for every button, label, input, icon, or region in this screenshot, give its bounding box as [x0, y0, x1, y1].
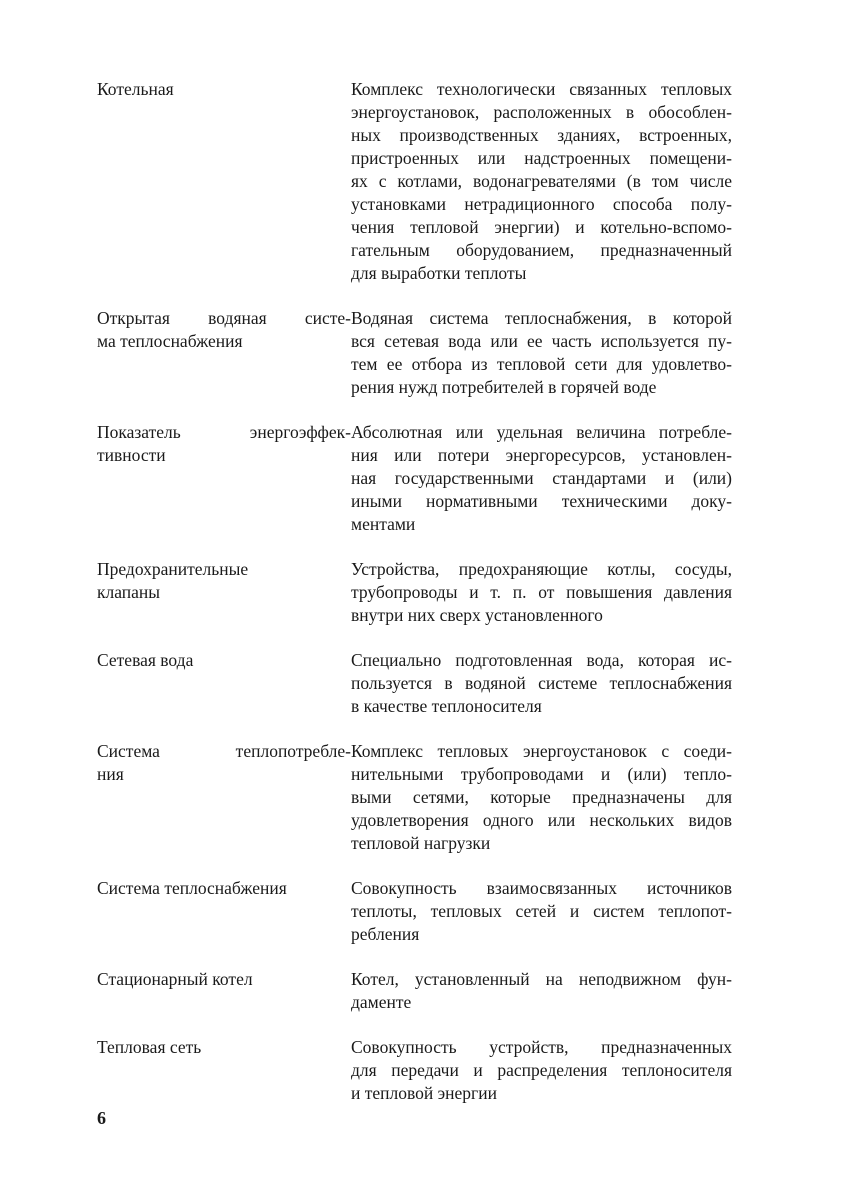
definition-line: внутри них сверх установленного [351, 605, 603, 625]
definition-line: Устройства, предохраняющие котлы, сосуды, [351, 559, 732, 579]
term-line: Показатель энергоэффек- [97, 422, 351, 442]
definition-line: и тепловой энергии [351, 1083, 497, 1103]
definition-line: Комплекс тепловых энергоустановок с соеди- [351, 741, 732, 761]
definition-line: ная государственными стандартами и (или) [351, 468, 732, 488]
definition-line: иными нормативными техническими доку- [351, 491, 732, 511]
term-line: тивности [97, 445, 166, 465]
glossary-definition [351, 968, 732, 1014]
glossary-entry [97, 740, 733, 855]
glossary-definition [351, 1036, 732, 1105]
glossary-term [97, 558, 351, 604]
glossary-definition [351, 78, 732, 285]
glossary-definition [351, 307, 732, 399]
glossary-term [97, 968, 351, 991]
glossary-entry [97, 968, 733, 1014]
glossary-definition [351, 558, 732, 627]
definition-line: трубопроводы и т. п. от повышения давления [351, 582, 732, 602]
definition-line: Абсолютная или удельная величина потребле- [351, 422, 732, 442]
definition-line: установками нетрадиционного способа полу- [351, 194, 732, 214]
glossary-term [97, 877, 351, 900]
glossary-definition [351, 740, 732, 855]
definition-line: Комплекс технологически связанных тепловых [351, 79, 732, 99]
term-line: ма теплоснабжения [97, 331, 243, 351]
definition-line: выми сетями, которые предназначены для [351, 787, 732, 807]
definition-line: Котел, установленный на неподвижном фун- [351, 969, 732, 989]
term-line: Предохранительные [97, 559, 249, 579]
term-line: ния [97, 764, 124, 784]
definition-line: нительными трубопроводами и (или) тепло- [351, 764, 732, 784]
definition-line: тепловой нагрузки [351, 833, 491, 853]
glossary-entry [97, 78, 733, 285]
definition-line: ных производственных зданиях, встроенных, [351, 125, 732, 145]
glossary-definition [351, 877, 732, 946]
definition-line: Совокупность взаимосвязанных источников [351, 878, 732, 898]
term-line: Сетевая вода [97, 650, 194, 670]
definition-line: тем ее отбора из тепловой сети для удовлетво- [351, 354, 732, 374]
term-line: Тепловая сеть [97, 1037, 202, 1057]
definition-line: ребления [351, 924, 420, 944]
definition-line: ментами [351, 514, 416, 534]
term-line: Открытая водяная систе- [97, 308, 351, 328]
definition-line: гательным оборудованием, предназначенный [351, 240, 732, 260]
definition-line: в качестве теплоносителя [351, 696, 542, 716]
term-line: Котельная [97, 79, 174, 99]
definition-line: удовлетворения одного или нескольких видов [351, 810, 732, 830]
glossary-term [97, 78, 351, 101]
definition-line: ния или потери энергоресурсов, установлен- [351, 445, 732, 465]
glossary-term [97, 421, 351, 467]
glossary-term [97, 649, 351, 672]
glossary-entry [97, 307, 733, 399]
glossary-entry [97, 1036, 733, 1105]
glossary-entry [97, 421, 733, 536]
page-number: 6 [97, 1108, 106, 1128]
glossary-term [97, 740, 351, 786]
definition-line: рения нужд потребителей в горячей воде [351, 377, 657, 397]
definition-line: пристроенных или надстроенных помещени- [351, 148, 732, 168]
glossary-definition [351, 649, 732, 718]
term-line: клапаны [97, 582, 161, 602]
glossary-term [97, 307, 351, 353]
glossary-entry [97, 558, 733, 627]
definition-line: для выработки теплоты [351, 263, 527, 283]
term-line: Стационарный котел [97, 969, 253, 989]
glossary-entry [97, 649, 733, 718]
glossary-definition [351, 421, 732, 536]
definition-line: Водяная система теплоснабжения, в которой [351, 308, 732, 328]
definition-line: ях с котлами, водонагревателями (в том числе [351, 171, 732, 191]
glossary-entry [97, 877, 733, 946]
definition-line: Совокупность устройств, предназначенных [351, 1037, 732, 1057]
definition-line: Специально подготовленная вода, которая ис- [351, 650, 732, 670]
definition-line: вся сетевая вода или ее часть используется пу- [351, 331, 732, 351]
term-line: Система теплоснабжения [97, 878, 287, 898]
definition-line: даменте [351, 992, 412, 1012]
term-line: Система теплопотребле- [97, 741, 351, 761]
glossary-term [97, 1036, 351, 1059]
definition-line: энергоустановок, расположенных в обособлен- [351, 102, 732, 122]
glossary-list [97, 78, 733, 1127]
definition-line: для передачи и распределения теплоносителя [351, 1060, 732, 1080]
definition-line: теплоты, тепловых сетей и систем теплопот- [351, 901, 732, 921]
definition-line: чения тепловой энергии) и котельно-вспомо- [351, 217, 732, 237]
definition-line: пользуется в водяной системе теплоснабжения [351, 673, 732, 693]
